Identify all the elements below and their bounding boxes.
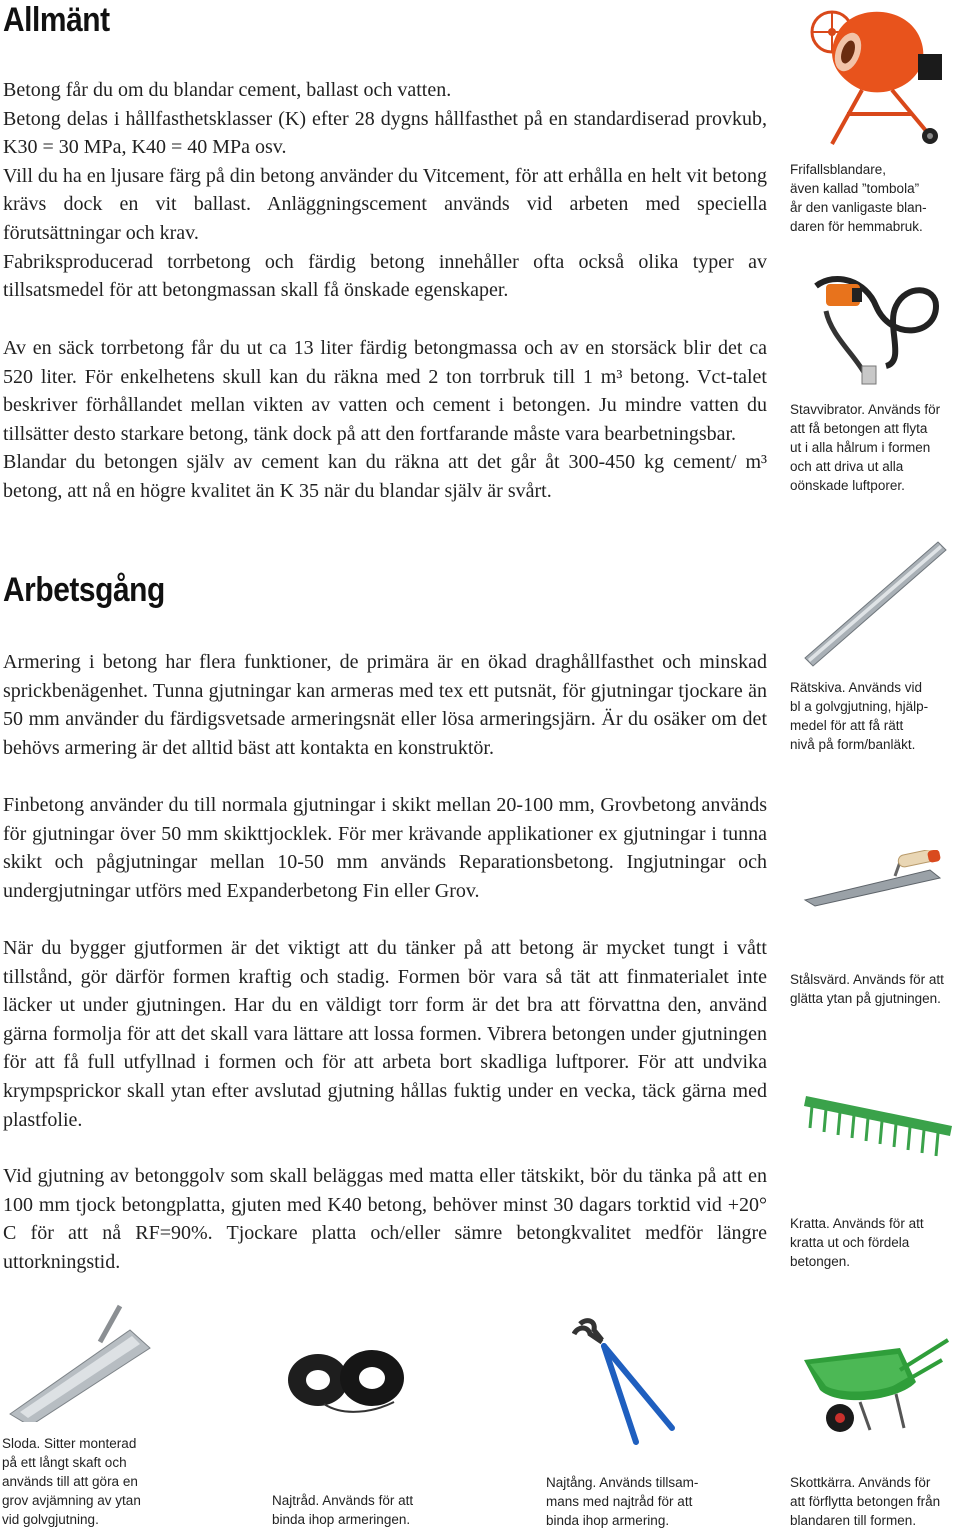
paragraph: Finbetong använder du till normala gjutningar i skikt mellan 20-100 mm, Grovbetong används för gjutningar över 50 mm skikttjocklek. För mer krävande applikationer ex gjutningar i tunna skikt och pågjutningar mellan 10-50 mm används Reparationsbetong. Ingjutningar och undergjutningar utförs med Expanderbetong Fin eller Grov.: [3, 794, 767, 902]
paragraph: Vid gjutning av betonggolv som skall beläggas med matta eller tätskikt, bör du tänka på att en 100 mm tjock betongplatta, gjuten med K40 betong, behöver minst 30 dagars torktid vid +20° C för att nå RF=90%. Tjockare platta och/eller sämre betongkvalitet medför längre uttorkningstid.: [3, 1165, 767, 1273]
screed-board-image: [800, 540, 950, 670]
section1-text-block-2: [3, 334, 767, 506]
concrete-vibrator-image: [796, 266, 946, 386]
caption-pincers: Najtång. Används tillsam- mans med najtråd för att binda ihop armering.: [546, 1475, 699, 1528]
tie-wire-image: [284, 1342, 414, 1422]
paragraph: Armering i betong har flera funktioner, de primära är en ökad draghållfasthet och minskad sprickbenägenhet. Tunna gjutningar kan armeras med tex ett putsnät, för gjutningar tjockare än 50 mm använder du färdigsvetsade armeringsnät eller lösa armeringsjärn. Är du osäker om det behövs armering är det alltid bäst att kontakta en konstruktör.: [3, 651, 767, 759]
caption-vibrator: Stavvibrator. Används för att få betongen att flyta ut i alla hålrum i formen och att driva ut alla oönskade luftporer.: [790, 402, 941, 493]
caption-screed: Rätskiva. Används vid bl a golvgjutning, hjälp- medel för att få rätt nivå på form/banläkt.: [790, 680, 929, 752]
section2-paragraph-gjutform: [3, 934, 767, 1134]
section-title-allmant: Allmänt: [3, 1, 110, 39]
pincers-image: [572, 1316, 682, 1446]
paragraph: Vill du ha en ljusare färg på din betong använder du Vitcement, för att erhålla en helt vit betong krävs dock en vit ballast. Anläggningscement används vid arbeten med speciella förutsättningar och krav.: [3, 164, 767, 244]
trowel-image: [800, 850, 950, 910]
section1-text-block: [3, 76, 767, 305]
caption-trowel: Stålsvärd. Används för att glätta ytan på gjutningen.: [790, 972, 944, 1006]
section2-paragraph-betongtyper: [3, 791, 767, 905]
caption-mixer: Frifallsblandare, även kallad ”tombola” år den vanligaste blan- daren för hemmabruk.: [790, 162, 927, 234]
caption-sloda: Sloda. Sitter monterad på ett långt skaft och används till att göra en grov avjämning av ytan vid golvgjutning.: [2, 1436, 141, 1527]
section2-paragraph-torktid: [3, 1162, 767, 1276]
caption-wheelbarrow: Skottkärra. Används för att förflytta betongen från blandaren till formen.: [790, 1475, 941, 1528]
paragraph: Betong delas i hållfasthetsklasser (K) efter 28 dygns hållfasthet på en standardiserad provkub, K30 = 30 MPa, K40 = 40 MPa osv.: [3, 107, 767, 159]
wheelbarrow-image: [800, 1330, 950, 1440]
sloda-float-image: [0, 1302, 160, 1422]
section2-paragraph-armering: [3, 648, 767, 762]
caption-rake: Kratta. Används för att kratta ut och fördela betongen.: [790, 1216, 924, 1269]
paragraph: Betong får du om du blandar cement, ballast och vatten.: [3, 79, 452, 101]
concrete-mixer-image: [792, 4, 952, 154]
rake-image: [804, 1086, 954, 1166]
section-title-arbetsgang: Arbetsgång: [3, 571, 165, 609]
paragraph: Av en säck torrbetong får du ut ca 13 liter färdig betongmassa och av en storsäck blir det ca 520 liter. För enkelhetens skull kan du räkna med 2 ton torrbruk till 1 m³ betong. Vct-talet beskriver förhållandet mellan vikten av vatten och cement i betongen. Ju mindre vatten du tillsätter desto starkare betong, tänk dock på att den fortfarande måste vara bearbetningsbar.: [3, 337, 767, 445]
paragraph: Fabriksproducerad torrbetong och färdig betong innehåller ofta också olika typer av tillsatsmedel för att betongmassan skall få önskade egenskaper.: [3, 250, 767, 302]
paragraph: När du bygger gjutformen är det viktigt att du tänker på att betong är mycket tungt i vått tillstånd, gör därför formen kraftig och stadig. Formen bör vara så tät att finmaterialet inte läcker ut under gjutningen. Har du en väldigt torr form är det bra att förvattna den, använd gärna formolja för att det skall vara lättare att lossa formen. Vibrera betongen under gjutningen för att få full utfyllnad i formen och för att arbeta bort skadliga luftporer. För att undvika krympsprickor skall ytan efter avslutad gjutning hållas fuktig under en vecka, täck gärna med plastfolie.: [3, 937, 767, 1131]
caption-wire: Najtråd. Används för att binda ihop armeringen.: [272, 1493, 414, 1527]
paragraph: Blandar du betongen själv av cement kan du räkna att det går åt 300-450 kg cement/ m³ betong, att nå en högre kvalitet än K 35 när du blandar själv är svårt.: [3, 451, 767, 502]
